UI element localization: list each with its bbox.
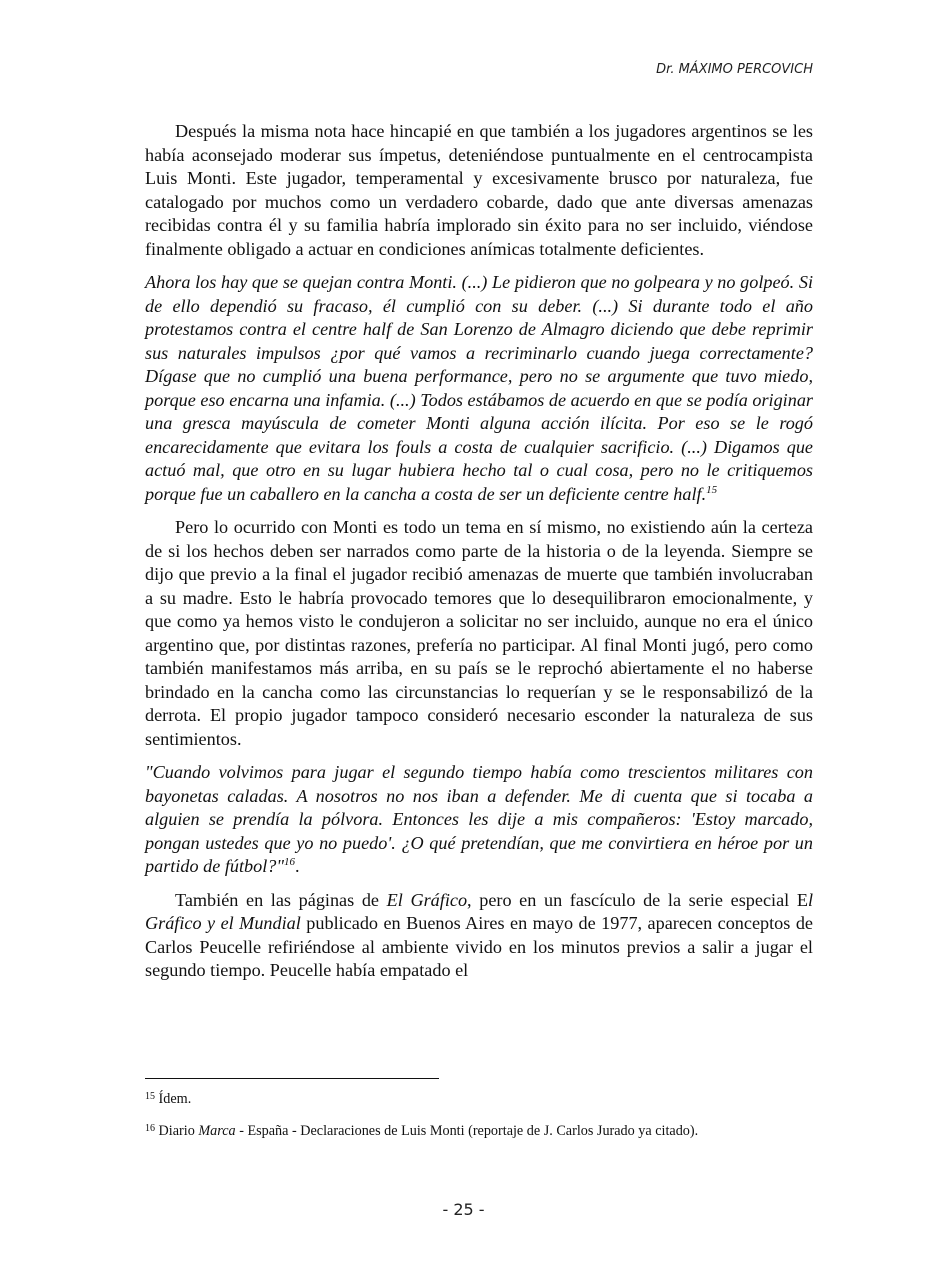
footnote-text: Diario [158,1123,199,1139]
text-run: publicado en Buenos Aires en mayo de 1977, aparecen conceptos de Carlos Peucelle refiriéndose al ambiente vivido en los minutos previos a salir a jugar el segundo tiempo. Peucelle había empatado el [145,913,813,980]
footnote [145,1090,813,1108]
footnote-ref[interactable]: 16 [284,855,295,868]
running-header: Dr. MÁXIMO PERCOVICH [656,62,813,77]
text-run: , pero en un fascículo de la serie especial E [467,889,808,910]
footnote [145,1122,813,1140]
paragraph [145,889,813,983]
publication-title: l Gráfico y el Mundial [145,889,814,933]
footnote-number: 16 [145,1123,155,1134]
quote-end: . [295,856,300,876]
block-quote [145,271,813,506]
publication-title: Marca [198,1123,236,1139]
footnote-text: - España - Declaraciones de Luis Monti (reportaje de J. Carlos Jurado ya citado). [235,1123,699,1139]
footnote-text: Ídem. [158,1091,192,1107]
footnotes [145,1090,813,1154]
footnote-number: 15 [145,1091,155,1102]
page-number: - 25 - [442,1200,485,1219]
page-body [145,120,813,993]
quote-text: Ahora los hay que se quejan contra Monti. (...) Le pidieron que no golpeara y no golpeó. Si de ello dependió su fracaso, él cumplió con su deber. (...) Si durante todo el año protestamos contra el centre half de San Lorenzo de Almagro diciendo que debe reprimir sus naturales impulsos ¿por qué vamos a recriminarlo cuando juega correctamente? Dígase que no cumplió una buena performance, pero no se argumente que tuvo miedo, porque eso encarna una infamia. (...) Todos estábamos de acuerdo en que se podía originar una gresca mayúscula de cometer Monti alguna acción ilícita. Por eso se le rogó encarecidamente que evitara los fouls a costa de cualquier sacrificio. (...) Digamos que actuó mal, que otro en su lugar hubiera hecho tal o cual cosa, pero no le critiquemos porque fue un caballero en la cancha a costa de ser un deficiente centre half. [145,272,813,504]
footnote-separator [145,1078,439,1079]
quote-text: "Cuando volvimos para jugar el segundo tiempo había como trescientos militares con bayonetas caladas. A nosotros no nos iban a defender. Me di cuenta que si tocaba a alguien se prendía la pólvora. Entonces les dije a mis compañeros: 'Estoy marcado, pongan ustedes que yo no puedo'. ¿O qué pretendían, que me convirtiera en héroe por un partido de fútbol?" [145,762,813,876]
block-quote [145,761,813,879]
paragraph: Pero lo ocurrido con Monti es todo un tema en sí mismo, no existiendo aún la certeza de si los hechos deben ser narrados como parte de la historia o de la leyenda. Siempre se dijo que previo a la final el jugador recibió amenazas de muerte que también involucraban a su madre. Esto le habría provocado temores que lo desequilibraron emocionalmente, y que como ya hemos visto le condujeron a solicitar no ser incluido, aunque no era el único argentino que, por distintas razones, prefería no participar. Al final Monti jugó, pero como también manifestamos más arriba, en su país se le reprochó abiertamente el no haberse brindado en la cancha como las circunstancias lo requerían y se le responsabilizó de la derrota. El propio jugador tampoco consideró necesario esconder la naturaleza de sus sentimientos. [145,517,813,749]
paragraph: Después la misma nota hace hincapié en que también a los jugadores argentinos se les había aconsejado moderar sus ímpetus, deteniéndose puntualmente en el centrocampista Luis Monti. Este jugador, temperamental y excesivamente brusco por naturaleza, fue catalogado por muchos como un verdadero cobarde, dado que ante diversas amenazas recibidas contra él y su familia habría implorado sin éxito para no ser incluido, viéndose finalmente obligado a actuar en condiciones anímicas totalmente deficientes. [145,121,813,259]
publication-title: El Gráfico [386,889,468,910]
text-run: También en las páginas de [175,889,387,910]
footnote-ref[interactable]: 15 [706,483,718,496]
